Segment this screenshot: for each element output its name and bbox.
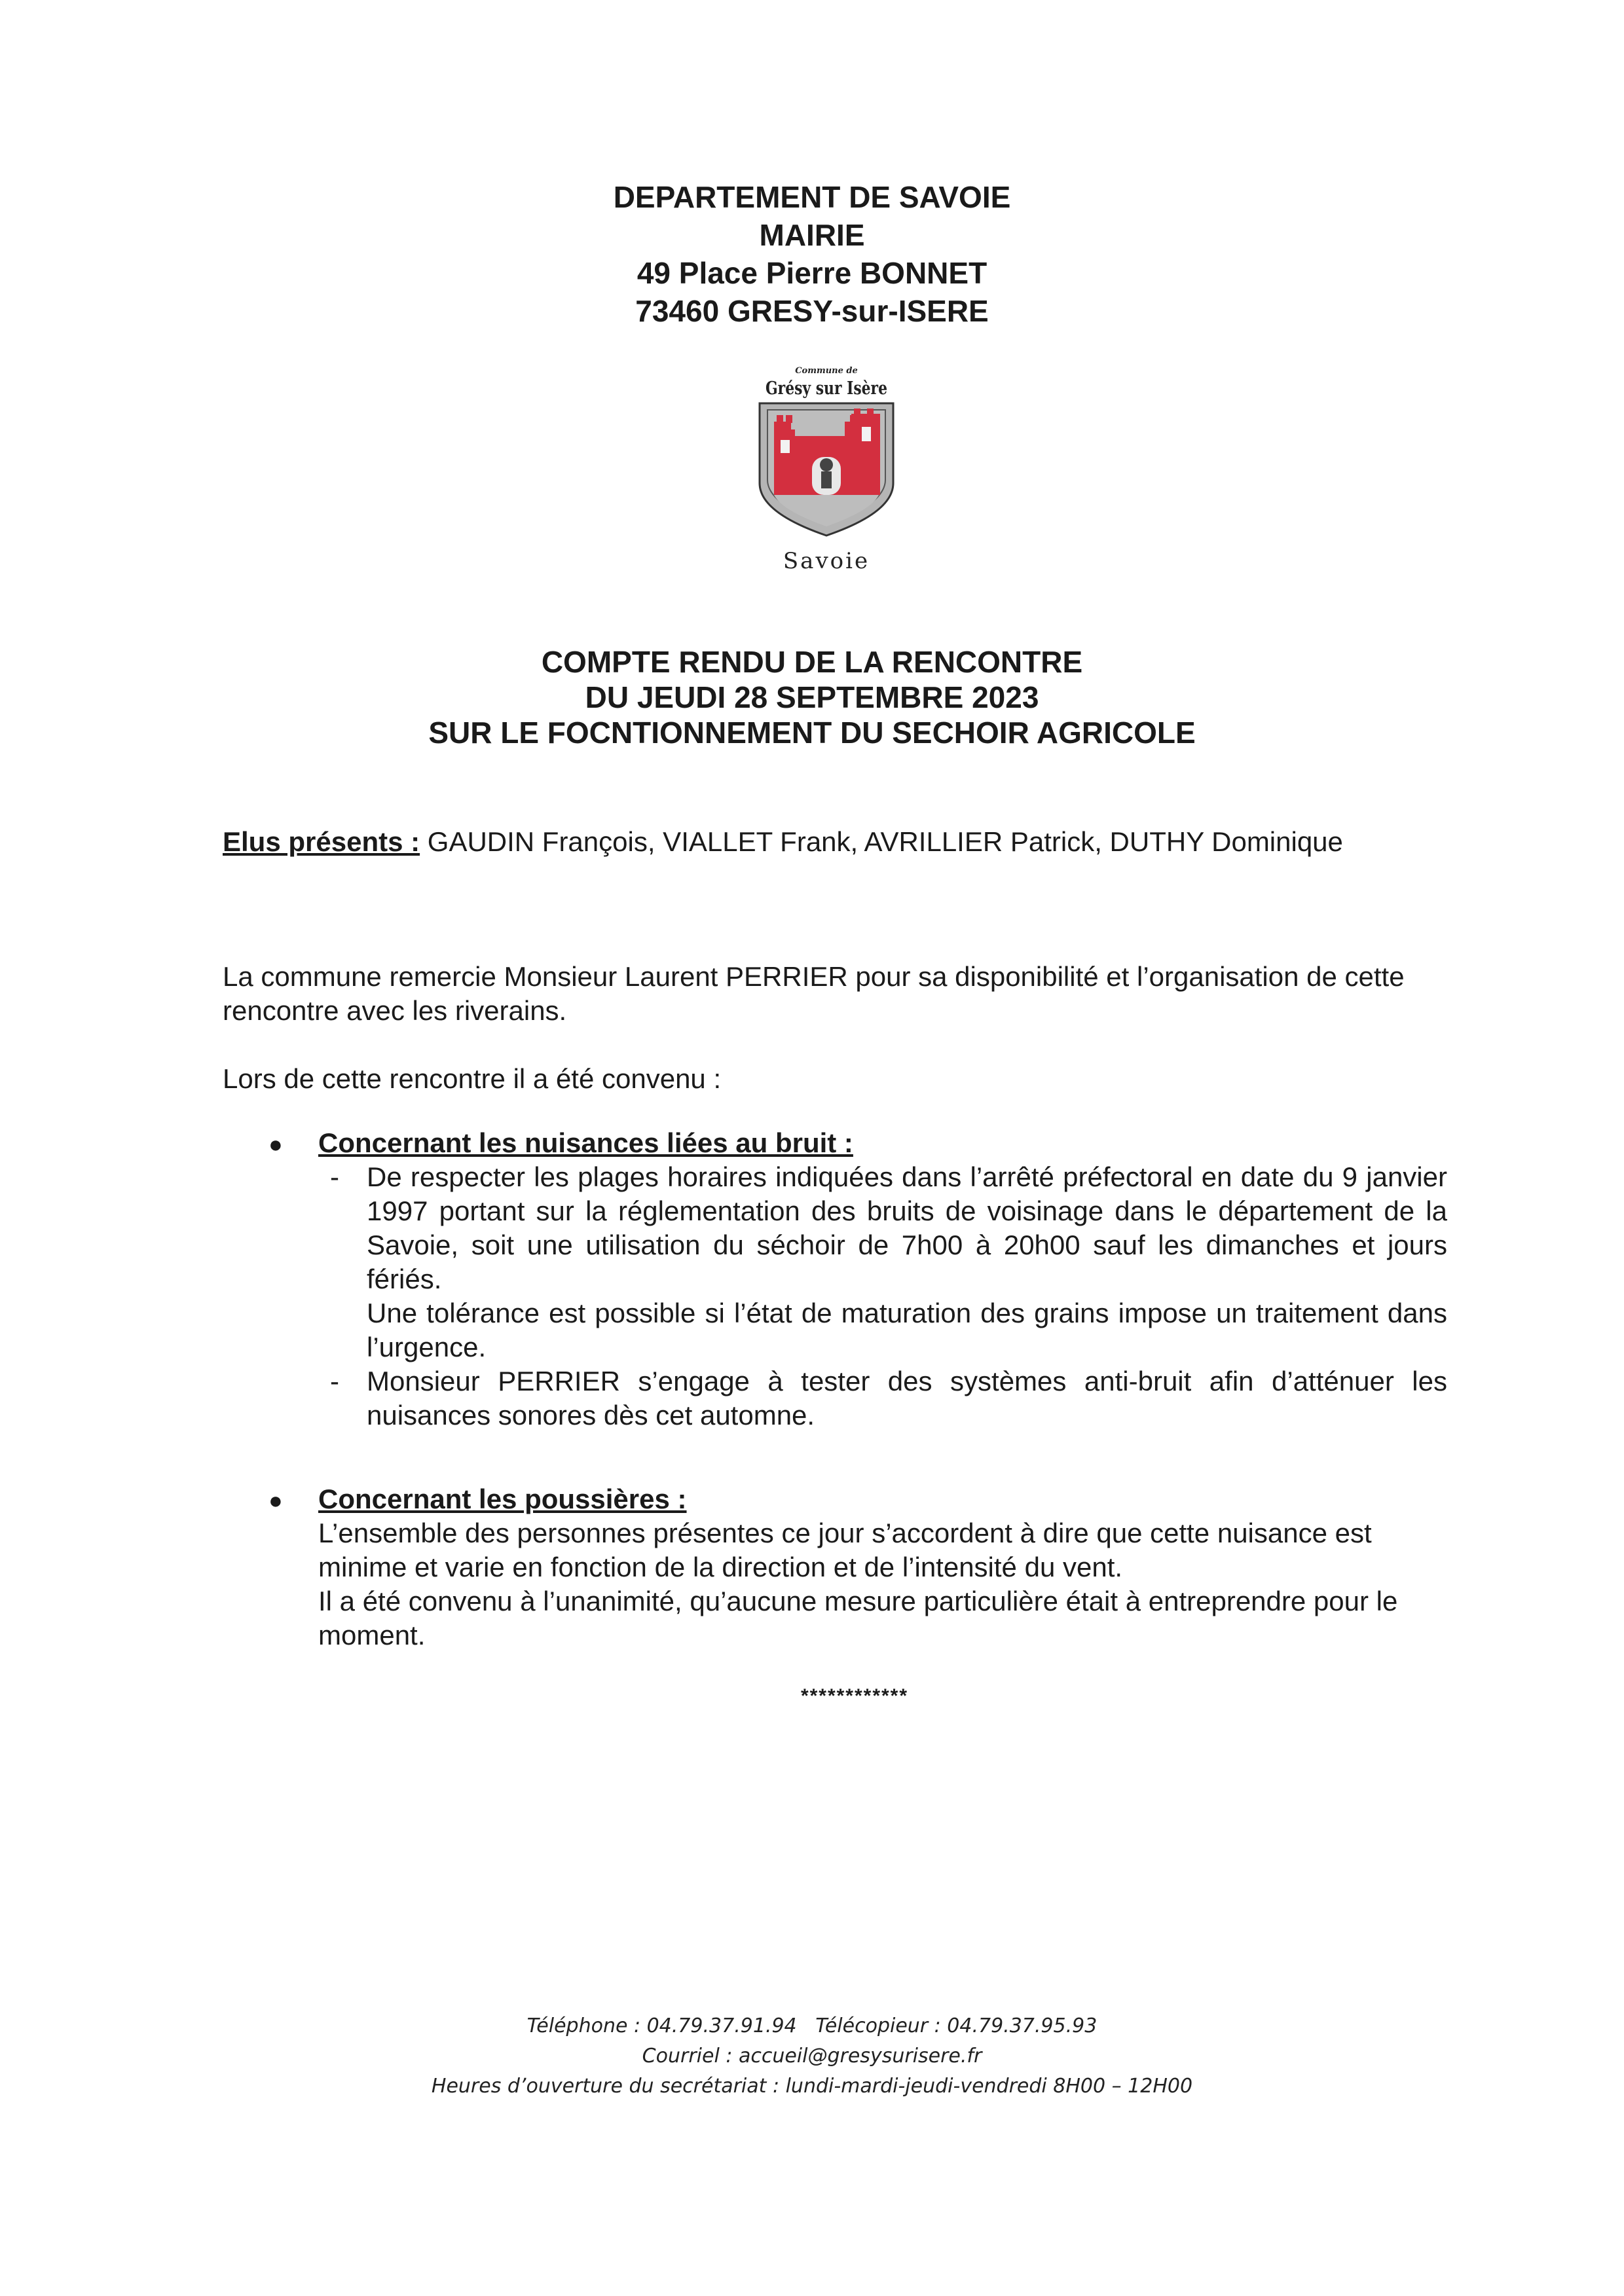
logo-top-small: Commune de xyxy=(795,366,858,376)
mairie-header xyxy=(0,178,1624,330)
title-line-2: DU JEUDI 28 SEPTEMBRE 2023 xyxy=(585,680,1039,714)
bullet-icon: ● xyxy=(268,1131,283,1157)
dust-text-consensus: L’ensemble des personnes présentes ce jour s’accordent à dire que cette nuisance est minime et varie en fonction de la direction et de l’intensité du vent. xyxy=(318,1518,1372,1582)
logo-bottom: Savoie xyxy=(783,548,870,574)
header-mairie: MAIRIE xyxy=(759,218,865,252)
logo-top-name: Grésy sur Isère xyxy=(766,378,887,399)
elected-present xyxy=(223,825,1343,859)
report-title xyxy=(0,644,1624,750)
dash-icon: - xyxy=(330,1161,339,1192)
footer-email: Courriel : accueil@gresysurisere.fr xyxy=(642,2045,982,2068)
shield xyxy=(760,403,893,536)
dust-text-decision: Il a été convenu à l’unanimité, qu’aucune mesure particulière était à entreprendre pour le moment. xyxy=(318,1586,1398,1650)
commune-logo xyxy=(747,359,906,575)
section-noise-heading: Concernant les nuisances liées au bruit : xyxy=(318,1127,853,1158)
title-line-3: SUR LE FOCNTIONNEMENT DU SECHOIR AGRICOLE xyxy=(428,716,1196,750)
footer-hours: Heures d’ouverture du secrétariat : lundi-mardi-jeudi-vendredi 8H00 – 12H00 xyxy=(431,2075,1193,2098)
footer-phone-fax: Téléphone : 04.79.37.91.94 Télécopieur : 04.79.37.95.93 xyxy=(526,2014,1098,2037)
bullet-icon: ● xyxy=(268,1487,283,1514)
elected-label: Elus présents : xyxy=(223,826,420,857)
contact-footer xyxy=(0,2011,1624,2102)
noise-item-antinoise: Monsieur PERRIER s’engage à tester des systèmes anti-bruit afin d’atténuer les nuisances sonores dès cet automne. xyxy=(367,1366,1447,1430)
separator-stars: ************ xyxy=(800,1685,909,1707)
section-dust-heading: Concernant les poussières : xyxy=(318,1484,687,1514)
intro-thanks: La commune remercie Monsieur Laurent PERRIER pour sa disponibilité et l’organisation de cette rencontre avec les riverains. xyxy=(223,961,1405,1026)
title-line-1: COMPTE RENDU DE LA RENCONTRE xyxy=(541,645,1083,679)
intro-agreed: Lors de cette rencontre il a été convenu : xyxy=(223,1063,722,1094)
noise-item-schedule: De respecter les plages horaires indiquées dans l’arrêté préfectoral en date du 9 janvier 1997 portant sur la réglementation des bruits de voisinage dans le département de la Savoie, soit une utilisation du séchoir de 7h00 à 20h00 sauf les dimanches et jours fériés. xyxy=(367,1161,1447,1294)
header-department: DEPARTEMENT DE SAVOIE xyxy=(613,180,1011,214)
noise-item-tolerance: Une tolérance est possible si l’état de maturation des grains impose un traitement dans l’urgence. xyxy=(367,1298,1447,1362)
elected-names: GAUDIN François, VIALLET Frank, AVRILLIER Patrick, DUTHY Dominique xyxy=(427,826,1343,857)
header-street: 49 Place Pierre BONNET xyxy=(637,256,987,290)
dash-icon: - xyxy=(330,1366,339,1396)
header-city: 73460 GRESY-sur-ISERE xyxy=(635,294,989,328)
